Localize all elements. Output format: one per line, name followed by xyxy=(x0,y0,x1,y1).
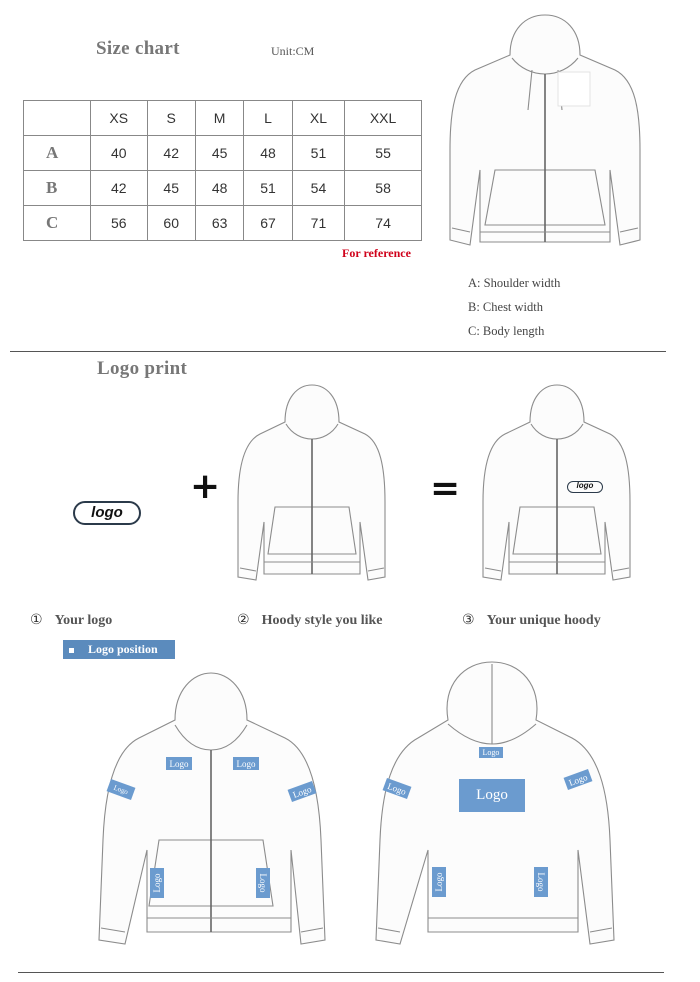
your-logo-badge: logo xyxy=(73,501,141,525)
table-row xyxy=(24,206,422,241)
table-cell: 51 xyxy=(292,136,344,171)
logo-position-label: Logo position xyxy=(88,642,158,656)
unit-label: Unit:CM xyxy=(271,44,315,58)
logo-tag-back-left-sleeve: Logo xyxy=(383,778,412,799)
size-table xyxy=(23,100,422,241)
table-header-row xyxy=(24,101,422,136)
logo-position-header xyxy=(63,640,175,659)
table-cell: 40 xyxy=(91,136,148,171)
table-cell: 42 xyxy=(147,136,195,171)
logo-tag-back-right-hem: Logo xyxy=(534,867,548,897)
step-hoody-style xyxy=(237,612,383,629)
size-hoodie-illustration xyxy=(440,10,650,260)
table-row xyxy=(24,171,422,206)
column-header: XS xyxy=(91,101,148,136)
section-divider xyxy=(10,351,666,352)
logo-tag-back-right-sleeve: Logo xyxy=(564,769,593,790)
table-cell: 60 xyxy=(147,206,195,241)
bottom-divider xyxy=(18,972,664,973)
table-cell: 74 xyxy=(345,206,422,241)
row-label: C xyxy=(24,206,91,241)
step-number: ③ xyxy=(462,612,475,628)
table-cell: 58 xyxy=(345,171,422,206)
table-cell: 45 xyxy=(147,171,195,206)
custom-hoodie-illustration xyxy=(475,382,635,592)
column-header: XL xyxy=(292,101,344,136)
row-label: A xyxy=(24,136,91,171)
plain-hoodie-illustration xyxy=(230,382,390,592)
logo-tag-right-hem: Logo xyxy=(256,868,270,898)
reference-note: For reference xyxy=(342,246,411,260)
square-bullet-icon xyxy=(69,648,74,653)
step-label: Your unique hoody xyxy=(486,613,601,628)
legend-chest: B: Chest width xyxy=(468,300,544,314)
table-cell: 71 xyxy=(292,206,344,241)
table-cell: 48 xyxy=(195,171,243,206)
column-header: XXL xyxy=(345,101,422,136)
table-cell: 55 xyxy=(345,136,422,171)
table-cell: 54 xyxy=(292,171,344,206)
row-label: B xyxy=(24,171,91,206)
table-row xyxy=(24,136,422,171)
step-number: ① xyxy=(30,612,43,628)
applied-logo-badge: logo xyxy=(567,481,603,493)
step-number: ② xyxy=(237,612,250,628)
logo-tag-right-sleeve: Logo xyxy=(288,781,317,802)
step-your-logo xyxy=(30,612,112,629)
table-cell: 67 xyxy=(244,206,292,241)
logo-tag-left-sleeve: Logo xyxy=(107,779,136,800)
table-cell: 45 xyxy=(195,136,243,171)
equals-sign: = xyxy=(430,468,461,509)
logo-tag-left-hem: Logo xyxy=(150,868,164,898)
table-cell: 48 xyxy=(244,136,292,171)
logo-tag-back-neck: Logo xyxy=(479,747,503,758)
legend-length: C: Body length xyxy=(468,324,545,338)
logo-print-title: Logo print xyxy=(97,358,188,379)
legend-shoulder: A: Shoulder width xyxy=(468,276,561,290)
front-hoodie-illustration xyxy=(95,670,327,960)
logo-tag-back-left-hem: Logo xyxy=(432,867,446,897)
size-chart-title: Size chart xyxy=(96,38,180,59)
step-label: Your logo xyxy=(54,613,113,628)
logo-tag-back-center: Logo xyxy=(459,779,525,812)
table-cell: 51 xyxy=(244,171,292,206)
table-cell: 63 xyxy=(195,206,243,241)
table-corner-cell xyxy=(24,101,91,136)
step-label: Hoody style you like xyxy=(261,613,383,628)
step-unique-hoody xyxy=(462,612,601,629)
logo-tag-right-chest: Logo xyxy=(233,757,259,770)
column-header: M xyxy=(195,101,243,136)
table-cell: 42 xyxy=(91,171,148,206)
logo-tag-left-chest: Logo xyxy=(166,757,192,770)
column-header: L xyxy=(244,101,292,136)
table-cell: 56 xyxy=(91,206,148,241)
plus-sign: + xyxy=(190,466,221,507)
column-header: S xyxy=(147,101,195,136)
